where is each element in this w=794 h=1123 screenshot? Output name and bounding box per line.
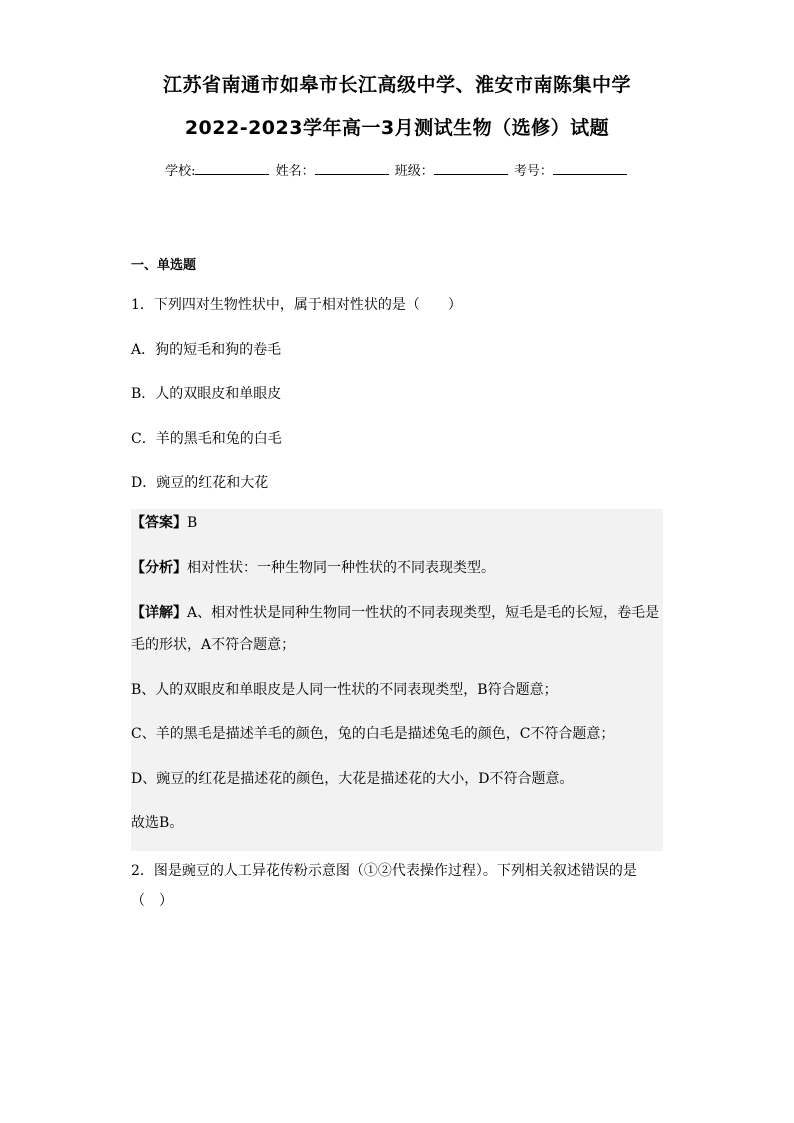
analysis-tag: 【分析】 bbox=[131, 560, 187, 576]
analysis-text: 相对性状：一种生物同一种性状的不同表现类型。 bbox=[187, 560, 495, 576]
section-heading: 一、单选题 bbox=[131, 258, 197, 273]
detail-c-text: C、羊的黑毛是描述羊毛的颜色，兔的白毛是描述兔毛的颜色，C不符合题意； bbox=[131, 726, 615, 742]
detail-b-text: B、人的双眼皮和单眼皮是人同一性状的不同表现类型，B符合题意； bbox=[131, 682, 558, 698]
class-blank[interactable] bbox=[434, 162, 508, 175]
detail-d-text: D、豌豆的红花是描述花的颜色，大花是描述花的大小，D不符合题意。 bbox=[131, 771, 574, 787]
answer-value: B bbox=[187, 515, 198, 531]
detail-a-text-1: A、相对性状是同种生物同一性状的不同表现类型，短毛是毛的长短，卷毛是 bbox=[187, 605, 660, 621]
school-label: 学校: bbox=[165, 164, 196, 179]
question-1-option-a: A．狗的短毛和狗的卷毛 bbox=[131, 342, 282, 358]
title-line-1: 江苏省南通市如皋市长江高级中学、淮安市南陈集中学 bbox=[162, 74, 631, 96]
question-1-option-d: D．豌豆的红花和大花 bbox=[131, 475, 269, 491]
school-blank[interactable] bbox=[195, 162, 269, 175]
answer-line bbox=[131, 509, 663, 538]
detail-line-a1 bbox=[131, 599, 663, 628]
question-1-option-b: B．人的双眼皮和单眼皮 bbox=[131, 386, 282, 402]
question-2-stem-2: （ ） bbox=[131, 893, 173, 909]
analysis-line bbox=[131, 554, 663, 583]
name-blank[interactable] bbox=[315, 162, 389, 175]
answer-tag: 【答案】 bbox=[131, 515, 187, 531]
question-2-stem-1: 2．图是豌豆的人工异花传粉示意图（①②代表操作过程）。下列相关叙述错误的是 bbox=[131, 863, 637, 879]
number-label: 考号： bbox=[513, 164, 553, 179]
question-1-option-c: C．羊的黑毛和兔的白毛 bbox=[131, 431, 282, 447]
detail-tag: 【详解】 bbox=[131, 605, 187, 621]
student-info-row bbox=[0, 160, 794, 179]
conclusion-text: 故选B。 bbox=[131, 815, 184, 831]
number-blank[interactable] bbox=[553, 162, 627, 175]
name-label: 姓名： bbox=[275, 164, 315, 179]
question-1-stem: 1．下列四对生物性状中，属于相对性状的是（ ） bbox=[131, 297, 462, 313]
title-line-2: 2022-2023学年高一3月测试生物（选修）试题 bbox=[184, 117, 610, 139]
detail-a-text-2: 毛的形状，A不符合题意； bbox=[131, 637, 296, 653]
class-label: 班级： bbox=[394, 164, 434, 179]
